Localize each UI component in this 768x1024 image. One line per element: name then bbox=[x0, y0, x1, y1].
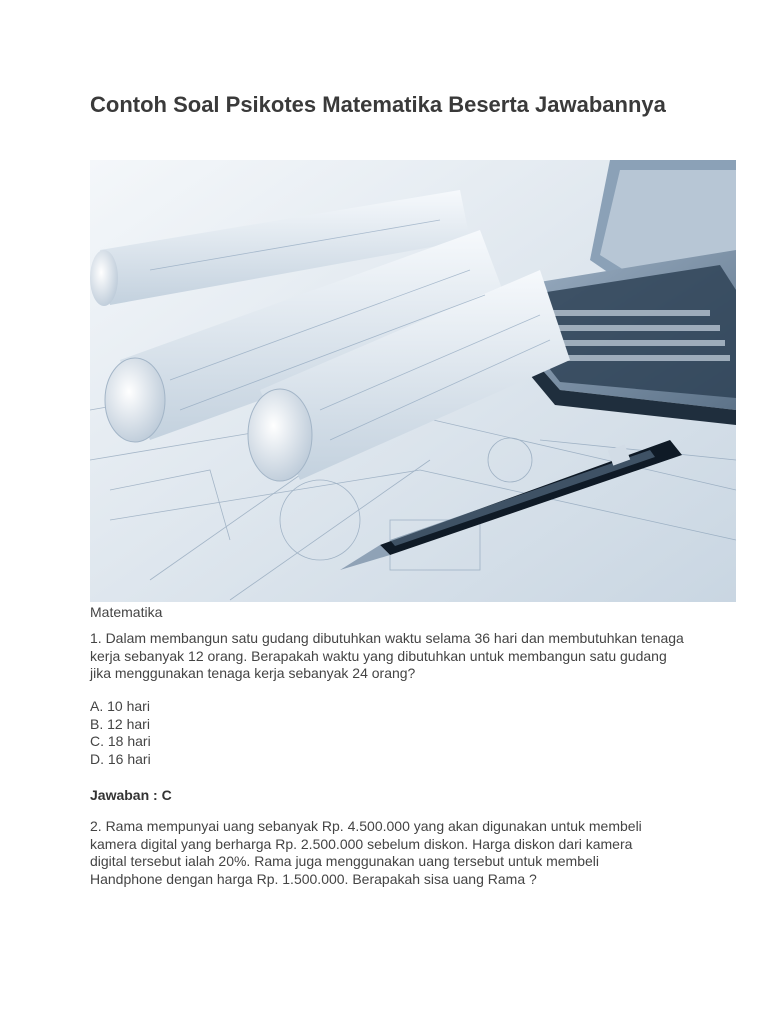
option-a: A. 10 hari bbox=[90, 698, 150, 714]
option-d: D. 16 hari bbox=[90, 750, 151, 767]
question-1-options bbox=[90, 698, 151, 768]
option-b: B. 12 hari bbox=[90, 715, 150, 732]
article-title: Contoh Soal Psikotes Matematika Beserta Jawabannya bbox=[90, 92, 666, 117]
question-1-text: 1. Dalam membangun satu gudang dibutuhkan waktu selama 36 hari dan membutuhkan tenaga kerja sebanyak 12 orang. Berapakah waktu yang dibutuhkan untuk membangun satu gudang jika menggunakan tenaga kerja sebanyak 24 orang? bbox=[90, 630, 684, 681]
question-1-answer: Jawaban : C bbox=[90, 787, 172, 803]
article-photo bbox=[90, 160, 736, 602]
option-c: C. 18 hari bbox=[90, 733, 151, 749]
photo-caption: Matematika bbox=[90, 604, 163, 620]
question-2-text: 2. Rama mempunyai uang sebanyak Rp. 4.500.000 yang akan digunakan untuk membeli kamera digital yang berharga Rp. 2.500.000 sebelum diskon. Harga diskon dari kamera digital tersebut ialah 20%. Rama juga menggunakan uang tersebut untuk membeli Handphone dengan harga Rp. 1.500.000. Berapakah sisa uang Rama ? bbox=[90, 818, 642, 887]
